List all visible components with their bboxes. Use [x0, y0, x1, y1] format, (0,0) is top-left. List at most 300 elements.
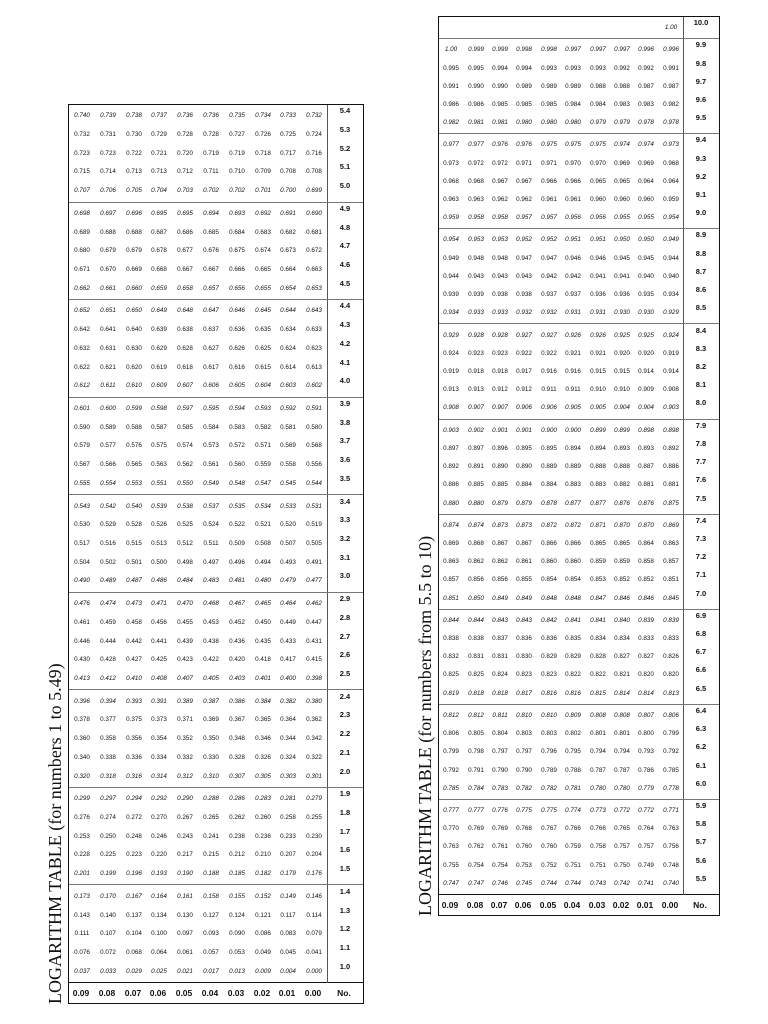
- table-cell: 0.751: [565, 861, 582, 869]
- group-separator: [69, 884, 363, 885]
- table-cell: 0.410: [125, 674, 142, 682]
- table-cell: 0.326: [254, 753, 271, 761]
- header-col-0.04: 0.04: [201, 988, 219, 998]
- table-cell: 0.879: [516, 499, 533, 507]
- table-cell: 0.320: [74, 772, 90, 780]
- table-cell: 0.220: [151, 851, 168, 859]
- table-cell: 0.930: [614, 309, 630, 317]
- group-separator: [69, 397, 363, 398]
- table-cell: 0.362: [306, 716, 322, 724]
- table-cell: 0.398: [306, 674, 322, 682]
- table-cell: 0.425: [151, 656, 168, 664]
- table-cell: 0.517: [74, 540, 90, 547]
- table-cell: 0.622: [74, 363, 90, 371]
- table-cell: 0.225: [99, 851, 116, 859]
- table-cell: 0.895: [516, 444, 533, 452]
- table-cell: 0.744: [565, 879, 582, 887]
- table-cell: 0.265: [203, 813, 219, 821]
- row-number: 1.7: [339, 826, 351, 836]
- table-cell: 0.964: [662, 177, 679, 185]
- table-cell: 0.807: [638, 711, 655, 719]
- table-cell: 0.917: [516, 368, 533, 376]
- table-cell: 0.802: [565, 730, 582, 738]
- table-cell: 0.839: [662, 616, 679, 624]
- table-cell: 0.838: [443, 635, 460, 643]
- table-cell: 0.661: [99, 284, 116, 292]
- row-number: 9.7: [695, 76, 707, 86]
- table-cell: 0.741: [638, 879, 655, 887]
- table-cell: 0.534: [254, 502, 271, 510]
- table-cell: 0.987: [662, 82, 679, 90]
- table-cell: 0.986: [443, 100, 460, 108]
- table-cell: 0.799: [662, 730, 679, 738]
- table-cell: 0.903: [662, 404, 679, 412]
- table-cell: 0.719: [203, 149, 219, 157]
- table-cell: 0.805: [467, 730, 484, 738]
- table-cell: 0.846: [638, 594, 655, 602]
- table-cell: 0.960: [638, 196, 655, 204]
- table-cell: 0.838: [467, 635, 484, 643]
- table-cell: 0.886: [662, 463, 679, 471]
- table-cell: 0.461: [74, 618, 90, 626]
- table-cell: 0.433: [280, 637, 297, 645]
- header-col-0.09: 0.09: [441, 900, 459, 910]
- table-cell: 0.583: [228, 423, 245, 431]
- table-cell: 0.405: [203, 674, 219, 682]
- table-cell: 0.407: [177, 674, 193, 682]
- table-cell: 0.436: [228, 637, 245, 645]
- table-cell: 0.975: [565, 141, 582, 149]
- table-cell: 0.957: [516, 214, 533, 222]
- table-cell: 0.674: [254, 247, 271, 255]
- row-number: 7.4: [695, 515, 707, 525]
- table-cell: 0.732: [74, 131, 90, 139]
- table-cell: 0.946: [565, 254, 582, 262]
- table-cell: 0.061: [177, 948, 193, 956]
- table-cell: 0.976: [516, 141, 533, 149]
- table-cell: 0.117: [280, 911, 296, 919]
- table-cell: 0.869: [443, 539, 460, 547]
- row-number: 4.9: [339, 203, 351, 213]
- table-cell: 0.207: [280, 851, 297, 859]
- table-cell: 0.250: [99, 832, 116, 840]
- table-cell: 0.951: [589, 236, 606, 244]
- table-cell: 0.520: [280, 521, 297, 529]
- table-cell: 0.638: [177, 326, 193, 334]
- table-cell: 0.438: [203, 637, 219, 645]
- row-number: 9.9: [695, 40, 707, 50]
- table-cell: 0.576: [125, 442, 142, 450]
- table-cell: 0.748: [662, 861, 679, 869]
- table-cell: 0.389: [177, 697, 193, 705]
- table-cell: 0.761: [492, 843, 508, 851]
- table-cell: 0.923: [492, 349, 508, 357]
- table-cell: 0.993: [540, 64, 557, 72]
- table-cell: 0.897: [443, 444, 460, 452]
- table-cell: 0.877: [565, 499, 582, 507]
- table-cell: 0.767: [540, 825, 557, 833]
- row-number: 2.9: [339, 594, 351, 604]
- table-cell: 0.427: [125, 656, 142, 664]
- table-cell: 0.173: [74, 892, 90, 900]
- table-cell: 0.611: [100, 382, 116, 390]
- table-cell: 0.158: [203, 892, 219, 900]
- table-cell: 0.562: [177, 461, 193, 469]
- table-cell: 0.590: [74, 423, 90, 431]
- table-cell: 0.872: [565, 521, 582, 529]
- table-cell: 0.990: [492, 82, 508, 90]
- table-cell: 0.964: [638, 177, 655, 185]
- table-cell: 0.702: [203, 187, 219, 195]
- table-cell: 0.310: [203, 772, 219, 780]
- table-cell: 0.537: [203, 502, 219, 510]
- row-number: 9.4: [695, 135, 707, 145]
- table-cell: 0.330: [203, 753, 219, 761]
- table-cell: 0.769: [492, 825, 508, 833]
- row-number: 2.1: [339, 747, 351, 757]
- table-cell: 0.548: [228, 479, 245, 487]
- table-cell: 0.877: [589, 499, 606, 507]
- table-cell: 0.367: [228, 716, 245, 724]
- table-cell: 0.905: [565, 404, 582, 412]
- table-cell: 0.808: [614, 711, 630, 719]
- table-cell: 0.276: [74, 813, 90, 821]
- table-cell: 0.658: [177, 284, 193, 292]
- table-cell: 0.712: [177, 168, 193, 176]
- row-number: 6.3: [695, 724, 707, 734]
- table-cell: 0.531: [306, 502, 322, 510]
- table-cell: 0.907: [492, 404, 508, 412]
- table-cell: 0.792: [443, 766, 460, 774]
- table-cell: 0.772: [614, 807, 630, 815]
- table-cell: 0.777: [467, 807, 484, 815]
- table-cell: 0.969: [638, 159, 655, 167]
- row-number: 4.2: [339, 338, 351, 348]
- row-number: 10.0: [693, 18, 709, 28]
- table-cell: 0.975: [540, 141, 557, 149]
- table-cell: 0.965: [589, 177, 606, 185]
- row-number: 5.3: [339, 125, 351, 135]
- table-cell: 0.803: [540, 730, 557, 738]
- table-cell: 0.887: [638, 463, 655, 471]
- table-cell: 0.396: [74, 697, 90, 705]
- table-cell: 0.879: [492, 499, 508, 507]
- table-cell: 0.787: [614, 766, 630, 774]
- table-cell: 0.566: [99, 461, 116, 469]
- row-number: 3.2: [339, 534, 351, 543]
- table-cell: 0.708: [306, 168, 322, 176]
- table-cell: 0.502: [99, 558, 116, 566]
- table-cell: 0.814: [638, 689, 655, 697]
- table-cell: 0.996: [638, 46, 655, 54]
- table-cell: 0.946: [589, 254, 606, 262]
- table-cell: 0.130: [177, 911, 193, 919]
- table-cell: 0.606: [203, 382, 219, 390]
- table-cell: 0.878: [540, 499, 557, 507]
- table-cell: 0.493: [280, 558, 297, 566]
- table-cell: 0.288: [203, 795, 219, 803]
- table-cell: 0.464: [280, 600, 297, 608]
- table-cell: 0.992: [614, 64, 630, 72]
- table-cell: 0.791: [467, 766, 484, 774]
- table-cell: 0.371: [177, 716, 193, 724]
- table-cell: 0.589: [99, 423, 116, 431]
- row-number: 2.6: [339, 650, 351, 660]
- table-cell: 0.797: [516, 748, 533, 756]
- table-cell: 0.846: [614, 594, 630, 602]
- table-cell: 0.958: [467, 214, 484, 222]
- table-cell: 0.952: [540, 236, 557, 244]
- table-cell: 0.155: [228, 892, 245, 900]
- table-cell: 0.164: [151, 892, 168, 900]
- row-number: 1.0: [339, 961, 351, 971]
- table-cell: 0.920: [638, 349, 655, 357]
- table-cell: 0.453: [203, 618, 219, 626]
- table-cell: 0.793: [638, 748, 655, 756]
- table-cell: 0.881: [662, 481, 679, 489]
- table-cell: 0.850: [467, 594, 484, 602]
- table-cell: 0.382: [280, 697, 297, 705]
- table-cell: 0.972: [467, 159, 484, 167]
- table-cell: 0.021: [177, 967, 193, 975]
- table-cell: 0.575: [151, 442, 168, 450]
- table-cell: 0.945: [638, 254, 655, 262]
- table-cell: 0.179: [280, 870, 297, 878]
- table-cell: 0.544: [306, 479, 322, 487]
- table-cell: 0.891: [467, 463, 484, 471]
- table-cell: 0.689: [74, 228, 90, 236]
- table-cell: 0.297: [99, 795, 116, 803]
- table-cell: 0.933: [492, 309, 508, 317]
- table-cell: 0.800: [638, 730, 655, 738]
- table-cell: 0.919: [443, 368, 460, 376]
- table-cell: 0.928: [467, 331, 484, 339]
- table-cell: 0.840: [614, 616, 630, 624]
- table-cell: 0.635: [254, 326, 271, 334]
- table-cell: 0.892: [443, 463, 460, 471]
- table-cell: 0.776: [492, 807, 508, 815]
- table-cell: 0.498: [177, 558, 193, 566]
- table-cell: 0.673: [280, 247, 297, 255]
- table-cell: 0.286: [228, 795, 245, 803]
- table-cell: 0.572: [228, 442, 245, 450]
- table-cell: 0.760: [516, 843, 533, 851]
- table-cell: 0.870: [638, 521, 655, 529]
- table-cell: 0.629: [151, 344, 168, 352]
- table-cell: 0.354: [151, 735, 168, 743]
- header-col-0.07: 0.07: [124, 988, 141, 998]
- table-cell: 0.079: [306, 930, 322, 938]
- table-cell: 0.754: [492, 861, 508, 869]
- row-number: 7.1: [695, 570, 707, 580]
- header-col-0.09: 0.09: [72, 988, 90, 998]
- table-cell: 0.228: [74, 851, 90, 859]
- table-cell: 0.925: [638, 331, 655, 339]
- table-cell: 0.934: [443, 309, 460, 317]
- table-cell: 0.911: [541, 386, 557, 394]
- table-cell: 0.796: [540, 748, 557, 756]
- table-cell: 0.727: [228, 131, 245, 139]
- table-cell: 0.822: [565, 671, 582, 679]
- table-cell: 0.511: [203, 540, 219, 547]
- table-cell: 0.932: [540, 309, 557, 317]
- table-cell: 0.501: [125, 558, 142, 566]
- table-cell: 0.358: [99, 735, 116, 743]
- group-separator: [439, 704, 719, 705]
- table-cell: 0.439: [177, 637, 193, 645]
- table-cell: 0.542: [99, 502, 116, 510]
- table-cell: 0.041: [306, 948, 322, 956]
- row-number: 8.1: [695, 380, 707, 390]
- table-cell: 0.603: [280, 382, 297, 390]
- table-cell: 0.653: [306, 284, 322, 292]
- table-cell: 0.949: [662, 236, 679, 244]
- row-number: 2.0: [339, 766, 351, 776]
- table-cell: 0.730: [125, 131, 142, 139]
- table-cell: 0.423: [177, 656, 193, 664]
- table-cell: 0.764: [638, 825, 655, 833]
- table-cell: 0.798: [467, 748, 484, 756]
- table-cell: 0.732: [306, 112, 322, 120]
- table-cell: 0.863: [443, 558, 460, 566]
- table-cell: 0.332: [177, 753, 193, 761]
- table-cell: 0.624: [280, 344, 297, 352]
- table-cell: 0.272: [125, 813, 142, 821]
- table-cell: 0.995: [467, 64, 484, 72]
- table-cell: 0.799: [443, 748, 460, 756]
- table-cell: 0.137: [125, 911, 142, 919]
- table-cell: 0.809: [565, 711, 582, 719]
- table-cell: 0.912: [516, 386, 533, 394]
- table-cell: 0.775: [540, 807, 557, 815]
- table-cell: 0.554: [99, 479, 116, 487]
- table-cell: 0.782: [540, 784, 557, 792]
- table-cell: 0.938: [516, 291, 533, 299]
- table-cell: 0.944: [443, 272, 460, 280]
- table-cell: 0.508: [254, 540, 271, 547]
- table-cell: 0.650: [125, 307, 142, 315]
- table-cell: 0.830: [516, 653, 533, 661]
- table-cell: 0.418: [254, 656, 271, 664]
- table-cell: 0.856: [467, 576, 484, 584]
- table-cell: 0.684: [228, 228, 245, 236]
- table-cell: 0.953: [492, 236, 508, 244]
- table-cell: 0.812: [467, 711, 484, 719]
- table-cell: 0.780: [589, 784, 606, 792]
- table-cell: 0.704: [151, 187, 168, 195]
- table-cell: 0.916: [540, 368, 557, 376]
- table-cell: 0.693: [228, 209, 245, 217]
- table-cell: 0.944: [662, 254, 679, 262]
- log-table-1-block: [44, 104, 364, 1004]
- table-cell: 0.598: [151, 405, 168, 413]
- table-cell: 0.476: [74, 600, 90, 608]
- table-cell: 0.968: [467, 177, 484, 185]
- table-cell: 0.968: [443, 177, 460, 185]
- table-cell: 0.724: [306, 131, 322, 139]
- table-cell: 0.956: [565, 214, 582, 222]
- table-cell: 0.816: [565, 689, 582, 697]
- table-cell: 0.346: [254, 735, 271, 743]
- row-number: 9.2: [695, 171, 707, 181]
- table-cell: 0.843: [516, 616, 533, 624]
- table-cell: 0.104: [125, 930, 142, 938]
- table-cell: 0.874: [467, 521, 484, 529]
- table-cell: 0.127: [203, 911, 219, 919]
- table-cell: 0.336: [125, 753, 142, 761]
- table-cell: 0.731: [99, 131, 116, 139]
- header-col-0.07: 0.07: [490, 900, 508, 910]
- table-cell: 0.747: [443, 879, 460, 887]
- table-cell: 0.581: [280, 423, 297, 431]
- table-cell: 0.530: [74, 521, 90, 529]
- table-cell: 0.364: [280, 716, 297, 724]
- table-cell: 0.734: [254, 112, 271, 120]
- table-cell: 0.997: [614, 46, 630, 54]
- table-cell: 0.845: [662, 594, 679, 602]
- group-separator: [69, 689, 363, 690]
- table-cell: 0.862: [492, 558, 508, 566]
- table-cell: 0.866: [565, 539, 582, 547]
- table-cell: 0.804: [492, 730, 508, 738]
- table-cell: 0.992: [638, 64, 655, 72]
- table-cell: 0.539: [151, 502, 168, 510]
- table-cell: 0.728: [203, 131, 219, 139]
- table-cell: 0.641: [99, 326, 116, 334]
- row-number: 2.4: [339, 691, 351, 701]
- table-cell: 0.789: [540, 766, 557, 774]
- table-cell: 0.894: [589, 444, 606, 452]
- log-table-2: [438, 16, 720, 916]
- table-cell: 0.994: [516, 64, 533, 72]
- table-cell: 0.627: [203, 344, 219, 352]
- table-cell: 0.387: [203, 697, 219, 705]
- table-cell: 0.980: [540, 119, 557, 127]
- table-cell: 0.636: [228, 326, 245, 334]
- table-cell: 0.821: [614, 671, 630, 679]
- table-cell: 0.747: [467, 879, 484, 887]
- table-cell: 0.535: [228, 502, 245, 510]
- table-cell: 0.907: [467, 404, 484, 412]
- table-cell: 0.718: [254, 149, 271, 157]
- table-cell: 0.199: [99, 870, 116, 878]
- table-cell: 0.960: [614, 196, 630, 204]
- table-cell: 0.559: [254, 461, 271, 469]
- header-separator: [69, 982, 363, 983]
- table-cell: 0.788: [565, 766, 582, 774]
- row-number: 2.3: [339, 710, 351, 720]
- table-cell: 0.766: [565, 825, 582, 833]
- table-cell: 0.711: [203, 168, 219, 176]
- table-cell: 0.904: [638, 404, 655, 412]
- table-cell: 0.762: [467, 843, 484, 851]
- table-cell: 0.455: [177, 618, 193, 626]
- table-cell: 0.719: [228, 149, 245, 157]
- table-cell: 0.666: [228, 266, 245, 274]
- table-cell: 0.765: [614, 825, 630, 833]
- table-cell: 0.953: [467, 236, 484, 244]
- table-cell: 0.270: [151, 813, 168, 821]
- table-cell: 0.993: [565, 64, 582, 72]
- table-cell: 0.654: [280, 284, 297, 292]
- table-cell: 0.940: [638, 272, 655, 280]
- table-cell: 0.694: [203, 209, 219, 217]
- group-separator: [439, 133, 719, 134]
- table-cell: 0.786: [638, 766, 655, 774]
- table-cell: 0.971: [540, 159, 557, 167]
- table-cell: 0.978: [638, 119, 655, 127]
- table-cell: 0.763: [443, 843, 460, 851]
